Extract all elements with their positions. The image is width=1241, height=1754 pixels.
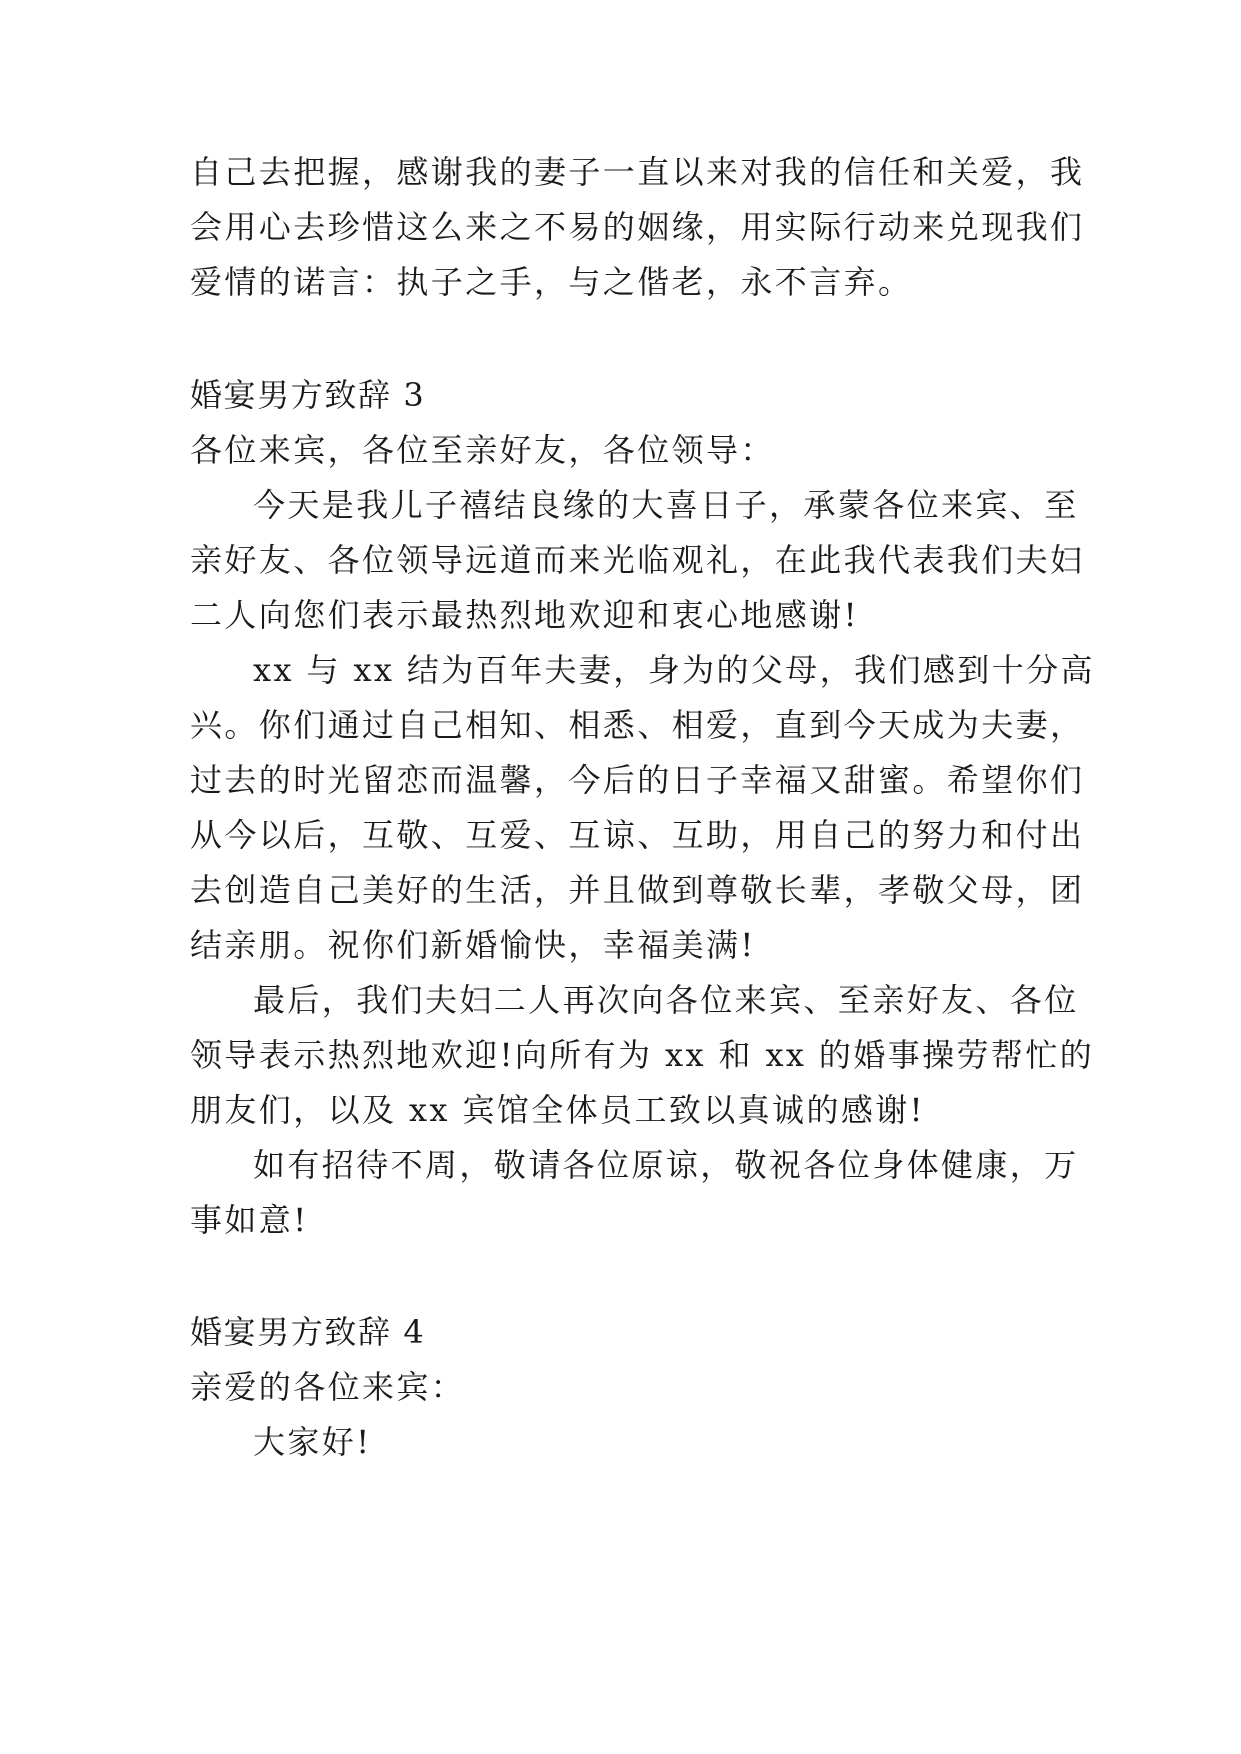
paragraph-line: 去创造自己美好的生活，并且做到尊敬长辈，孝敬父母，团 <box>190 871 1085 909</box>
paragraph-line: 从今以后，互敬、互爱、互谅、互助，用自己的努力和付出 <box>190 816 1085 854</box>
section-heading: 婚宴男方致辞 3 <box>190 376 426 414</box>
paragraph-line: 领导表示热烈地欢迎!向所有为 xx 和 xx 的婚事操劳帮忙的 <box>190 1036 1095 1074</box>
paragraph-line: 过去的时光留恋而温馨，今后的日子幸福又甜蜜。希望你们 <box>190 761 1085 799</box>
paragraph-line: 最后，我们夫妇二人再次向各位来宾、至亲好友、各位 <box>253 981 1079 1019</box>
paragraph-line: 朋友们，以及 xx 宾馆全体员工致以真诚的感谢! <box>190 1091 925 1129</box>
salutation: 亲爱的各位来宾： <box>190 1368 466 1406</box>
paragraph-line: 今天是我儿子禧结良缘的大喜日子，承蒙各位来宾、至 <box>253 486 1079 524</box>
salutation: 各位来宾，各位至亲好友，各位领导： <box>190 431 775 469</box>
paragraph-line: xx 与 xx 结为百年夫妻，身为的父母，我们感到十分高 <box>253 651 1095 689</box>
paragraph-line: 事如意! <box>190 1201 309 1239</box>
paragraph-line: 结亲朋。祝你们新婚愉快，幸福美满! <box>190 926 756 964</box>
paragraph-line: 二人向您们表示最热烈地欢迎和衷心地感谢! <box>190 596 859 634</box>
paragraph-line: 如有招待不周，敬请各位原谅，敬祝各位身体健康，万 <box>253 1146 1079 1184</box>
paragraph-line: 兴。你们通过自己相知、相悉、相爱，直到今天成为夫妻， <box>190 706 1085 744</box>
paragraph-line: 大家好! <box>253 1423 372 1461</box>
body-text-line: 自己去把握，感谢我的妻子一直以来对我的信任和关爱，我 <box>190 153 1085 191</box>
section-heading: 婚宴男方致辞 4 <box>190 1313 426 1351</box>
body-text-line: 爱情的诺言：执子之手，与之偕老，永不言弃。 <box>190 263 913 301</box>
paragraph-line: 亲好友、各位领导远道而来光临观礼，在此我代表我们夫妇 <box>190 541 1085 579</box>
body-text-line: 会用心去珍惜这么来之不易的姻缘，用实际行动来兑现我们 <box>190 208 1085 246</box>
